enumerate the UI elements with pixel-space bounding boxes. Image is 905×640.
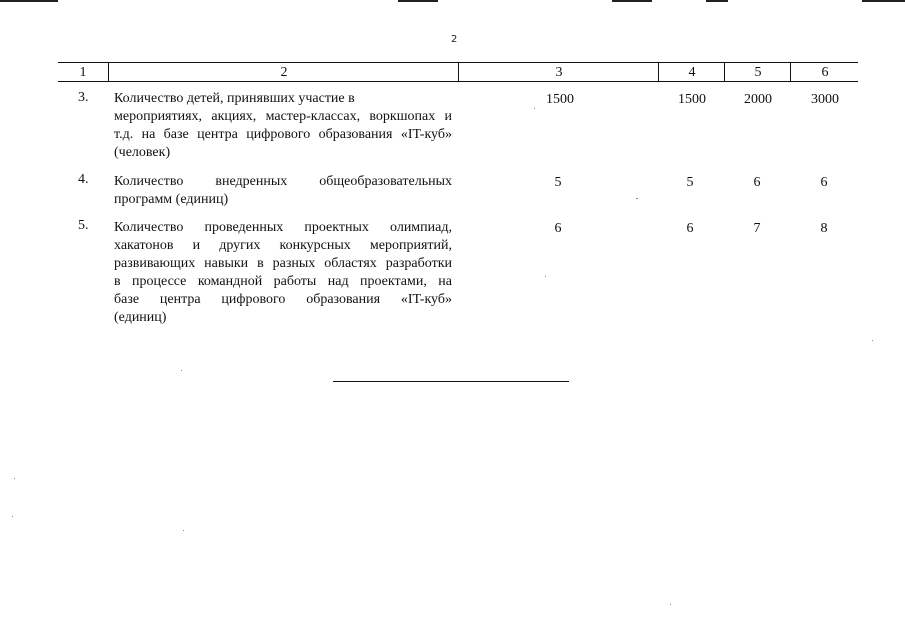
description-line: Количество проведенных проектных олимпиад, bbox=[114, 220, 452, 235]
scan-speck bbox=[636, 198, 638, 199]
description-line: развивающих навыки в разных областях разработки bbox=[114, 256, 452, 271]
value-col-6: 3000 bbox=[811, 92, 839, 107]
scan-edge-mark bbox=[706, 0, 728, 2]
scan-speck bbox=[14, 478, 15, 479]
description-line: в процессе командной работы над проектами, на bbox=[114, 274, 452, 289]
value-col-3: 1500 bbox=[546, 92, 574, 107]
scan-edge-mark bbox=[612, 0, 652, 2]
row-number: 5. bbox=[78, 218, 89, 233]
table-header-row bbox=[58, 62, 858, 82]
description-line: хакатонов и других конкурсных мероприятий, bbox=[114, 238, 452, 253]
scan-speck bbox=[545, 276, 546, 277]
scan-speck bbox=[670, 604, 671, 605]
scan-edge-mark bbox=[398, 0, 438, 2]
value-col-3: 5 bbox=[554, 175, 562, 190]
value-col-5: 2000 bbox=[744, 92, 772, 107]
value-col-4: 1500 bbox=[678, 92, 706, 107]
value-col-5: 6 bbox=[753, 175, 761, 190]
closing-rule bbox=[333, 381, 569, 382]
description-line: Количество детей, принявших участие в bbox=[114, 91, 355, 106]
value-col-4: 6 bbox=[686, 221, 694, 236]
row-number: 4. bbox=[78, 172, 89, 187]
value-col-5: 7 bbox=[753, 221, 761, 236]
scan-speck bbox=[181, 370, 182, 371]
scan-speck bbox=[872, 340, 873, 341]
scan-edge-mark bbox=[0, 0, 58, 2]
description-line: программ (единиц) bbox=[114, 192, 229, 207]
scan-speck bbox=[12, 516, 13, 517]
description-line: Количество внедренных общеобразовательных bbox=[114, 174, 452, 189]
value-col-3: 6 bbox=[554, 221, 562, 236]
description-line: базе центра цифрового образования «IT-куб» bbox=[114, 292, 452, 307]
description-line: мероприятиях, акциях, мастер-классах, воркшопах и bbox=[114, 109, 452, 124]
header-cell-6: 6 bbox=[790, 63, 859, 81]
header-cell-2: 2 bbox=[108, 63, 459, 81]
page-number: 2 bbox=[451, 34, 458, 45]
row-description bbox=[114, 90, 452, 162]
header-cell-5: 5 bbox=[724, 63, 791, 81]
header-cell-1: 1 bbox=[79, 65, 87, 80]
description-line: т.д. на базе центра цифрового образования «IT-куб» bbox=[114, 127, 452, 142]
scan-speck bbox=[183, 530, 184, 531]
scan-speck bbox=[534, 108, 535, 109]
value-col-4: 5 bbox=[686, 175, 694, 190]
value-col-6: 8 bbox=[820, 221, 828, 236]
header-cell-3: 3 bbox=[458, 63, 659, 81]
row-description bbox=[114, 173, 452, 209]
row-description bbox=[114, 219, 452, 327]
scan-edge-mark bbox=[862, 0, 905, 2]
row-number: 3. bbox=[78, 90, 89, 105]
description-line: (единиц) bbox=[114, 310, 167, 325]
value-col-6: 6 bbox=[820, 175, 828, 190]
header-cell-4: 4 bbox=[658, 63, 725, 81]
description-line: (человек) bbox=[114, 145, 171, 160]
